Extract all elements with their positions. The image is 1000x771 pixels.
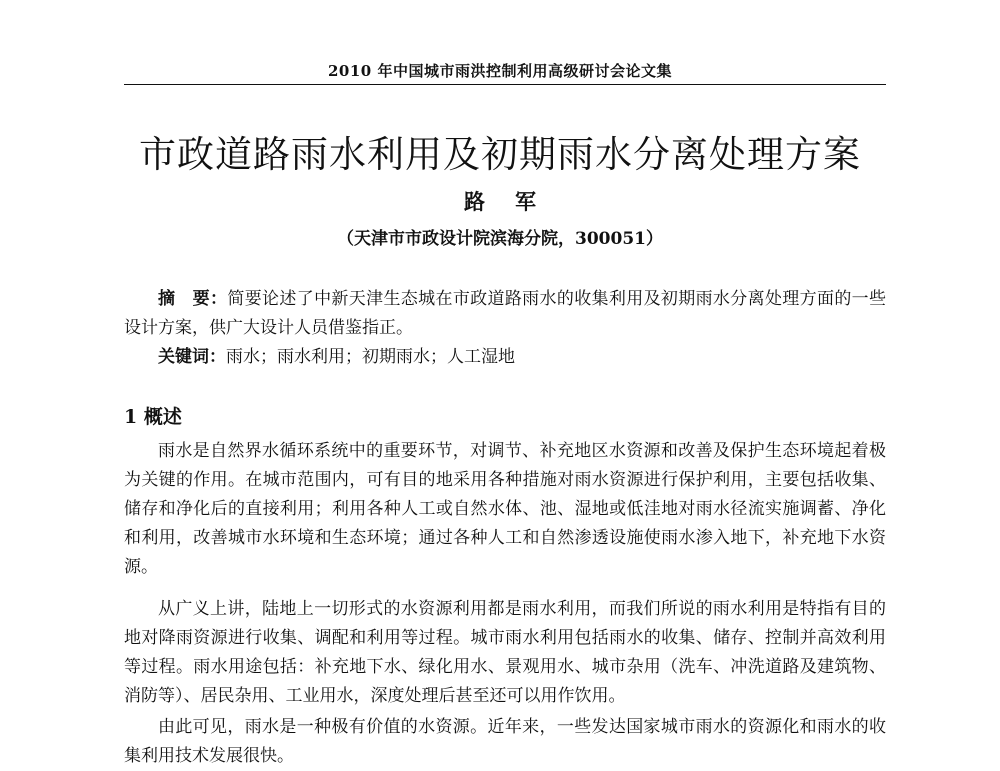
paper-title: 市政道路雨水利用及初期雨水分离处理方案 [139, 133, 861, 176]
keywords [124, 343, 886, 372]
abstract [124, 285, 886, 343]
body-paragraph-2: 从广义上讲，陆地上一切形式的水资源利用都是雨水利用，而我们所说的雨水利用是特指有目的地对降雨资源进行收集、调配和利用等过程。城市雨水利用包括雨水的收集、储存、控制并高效利用等过程。雨水用途包括：补充地下水、绿化用水、景观用水、城市杂用（洗车、冲洗道路及建筑物、消防等）、居民杂用、工业用水，深度处理后甚至还可以用作饮用。 [124, 599, 886, 706]
body-paragraph-3: 由此可见，雨水是一种极有价值的水资源。近年来，一些发达国家城市雨水的资源化和雨水的收集利用技术发展很快。 [124, 717, 886, 766]
header-rule [124, 84, 886, 85]
keywords-label: 关键词： [158, 347, 226, 367]
running-header: 2010 年中国城市雨洪控制利用高级研讨会论文集 [328, 62, 672, 80]
section-heading: 1 概述 [124, 406, 182, 428]
author-affiliation: （天津市市政设计院滨海分院，300051） [337, 229, 663, 249]
abstract-text: 简要论述了中新天津生态城在市政道路雨水的收集利用及初期雨水分离处理方面的一些设计方案，供广大设计人员借鉴指正。 [124, 289, 887, 338]
abstract-label: 摘 要： [158, 289, 228, 309]
author-name: 路军 [464, 189, 566, 214]
keywords-text: 雨水；雨水利用；初期雨水；人工湿地 [226, 347, 515, 367]
body-paragraph-1: 雨水是自然界水循环系统中的重要环节，对调节、补充地区水资源和改善及保护生态环境起着极为关键的作用。在城市范围内，可有目的地采用各种措施对雨水资源进行保护利用，主要包括收集、储存和净化后的直接利用；利用各种人工或自然水体、池、湿地或低洼地对雨水径流实施调蓄、净化和利用，改善城市水环境和生态环境；通过各种人工和自然渗透设施使雨水渗入地下，补充地下水资源。 [124, 441, 886, 577]
